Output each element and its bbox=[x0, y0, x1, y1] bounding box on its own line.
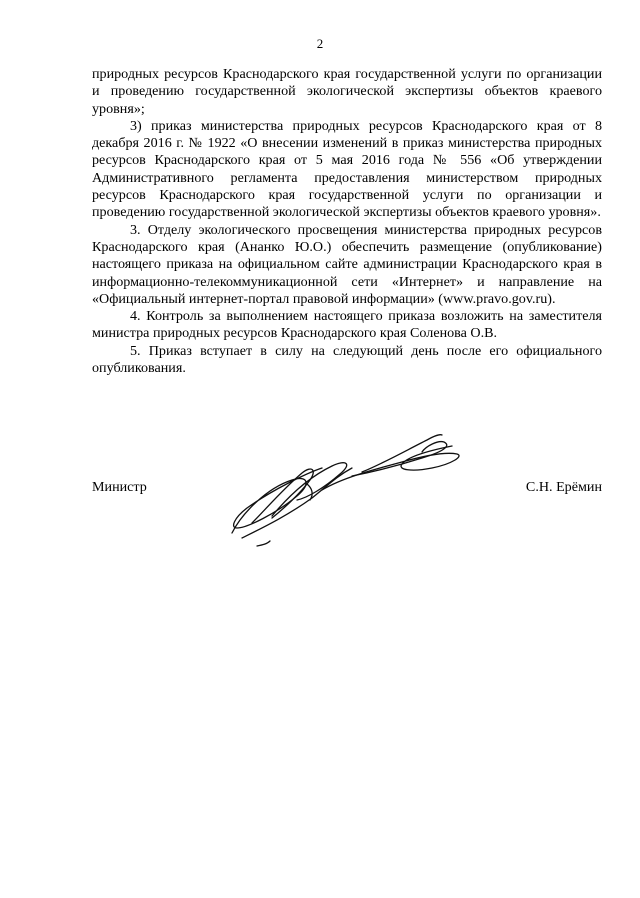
paragraph-item-3: 3) приказ министерства природных ресурсов Краснодарского края от 8 декабря 2016 г. № 1922 «О внесении изменений в приказ министерства природных ресурсов Краснодарского края от 5 мая 2016 года № 556 «Об утверждении Административного регламента предоставления министерством природных ресурсов Краснодарского края государственной услуги по организации и проведению государственной экологической экспертизы объектов краевого уровня». bbox=[92, 117, 602, 221]
paragraph-continuation: природных ресурсов Краснодарского края государственной услуги по организации и проведению государственной экологической экспертизы объектов краевого уровня»; bbox=[92, 66, 602, 117]
paragraph-clause-5: 5. Приказ вступает в силу на следующий день после его официального опубликования. bbox=[92, 342, 602, 377]
signatory-name: С.Н. Ерёмин bbox=[525, 479, 602, 495]
paragraph-clause-3: 3. Отделу экологического просвещения министерства природных ресурсов Краснодарского края (Ананко Ю.О.) обеспечить размещение (опубликование) настоящего приказа на официальном сайте администрации Краснодарского края в информационно-телекоммуникационной сети «Интернет» и направление на «Официальный интернет-портал правовой информации» (www.pravo.gov.ru). bbox=[92, 221, 602, 307]
document-body bbox=[92, 66, 602, 377]
paragraph-clause-4: 4. Контроль за выполнением настоящего приказа возложить на заместителя министра природных ресурсов Краснодарского края Соленова О.В. bbox=[92, 308, 602, 342]
handwritten-signature bbox=[212, 428, 482, 553]
signatory-title: Министр bbox=[92, 479, 147, 495]
page-number: 2 bbox=[316, 36, 324, 51]
